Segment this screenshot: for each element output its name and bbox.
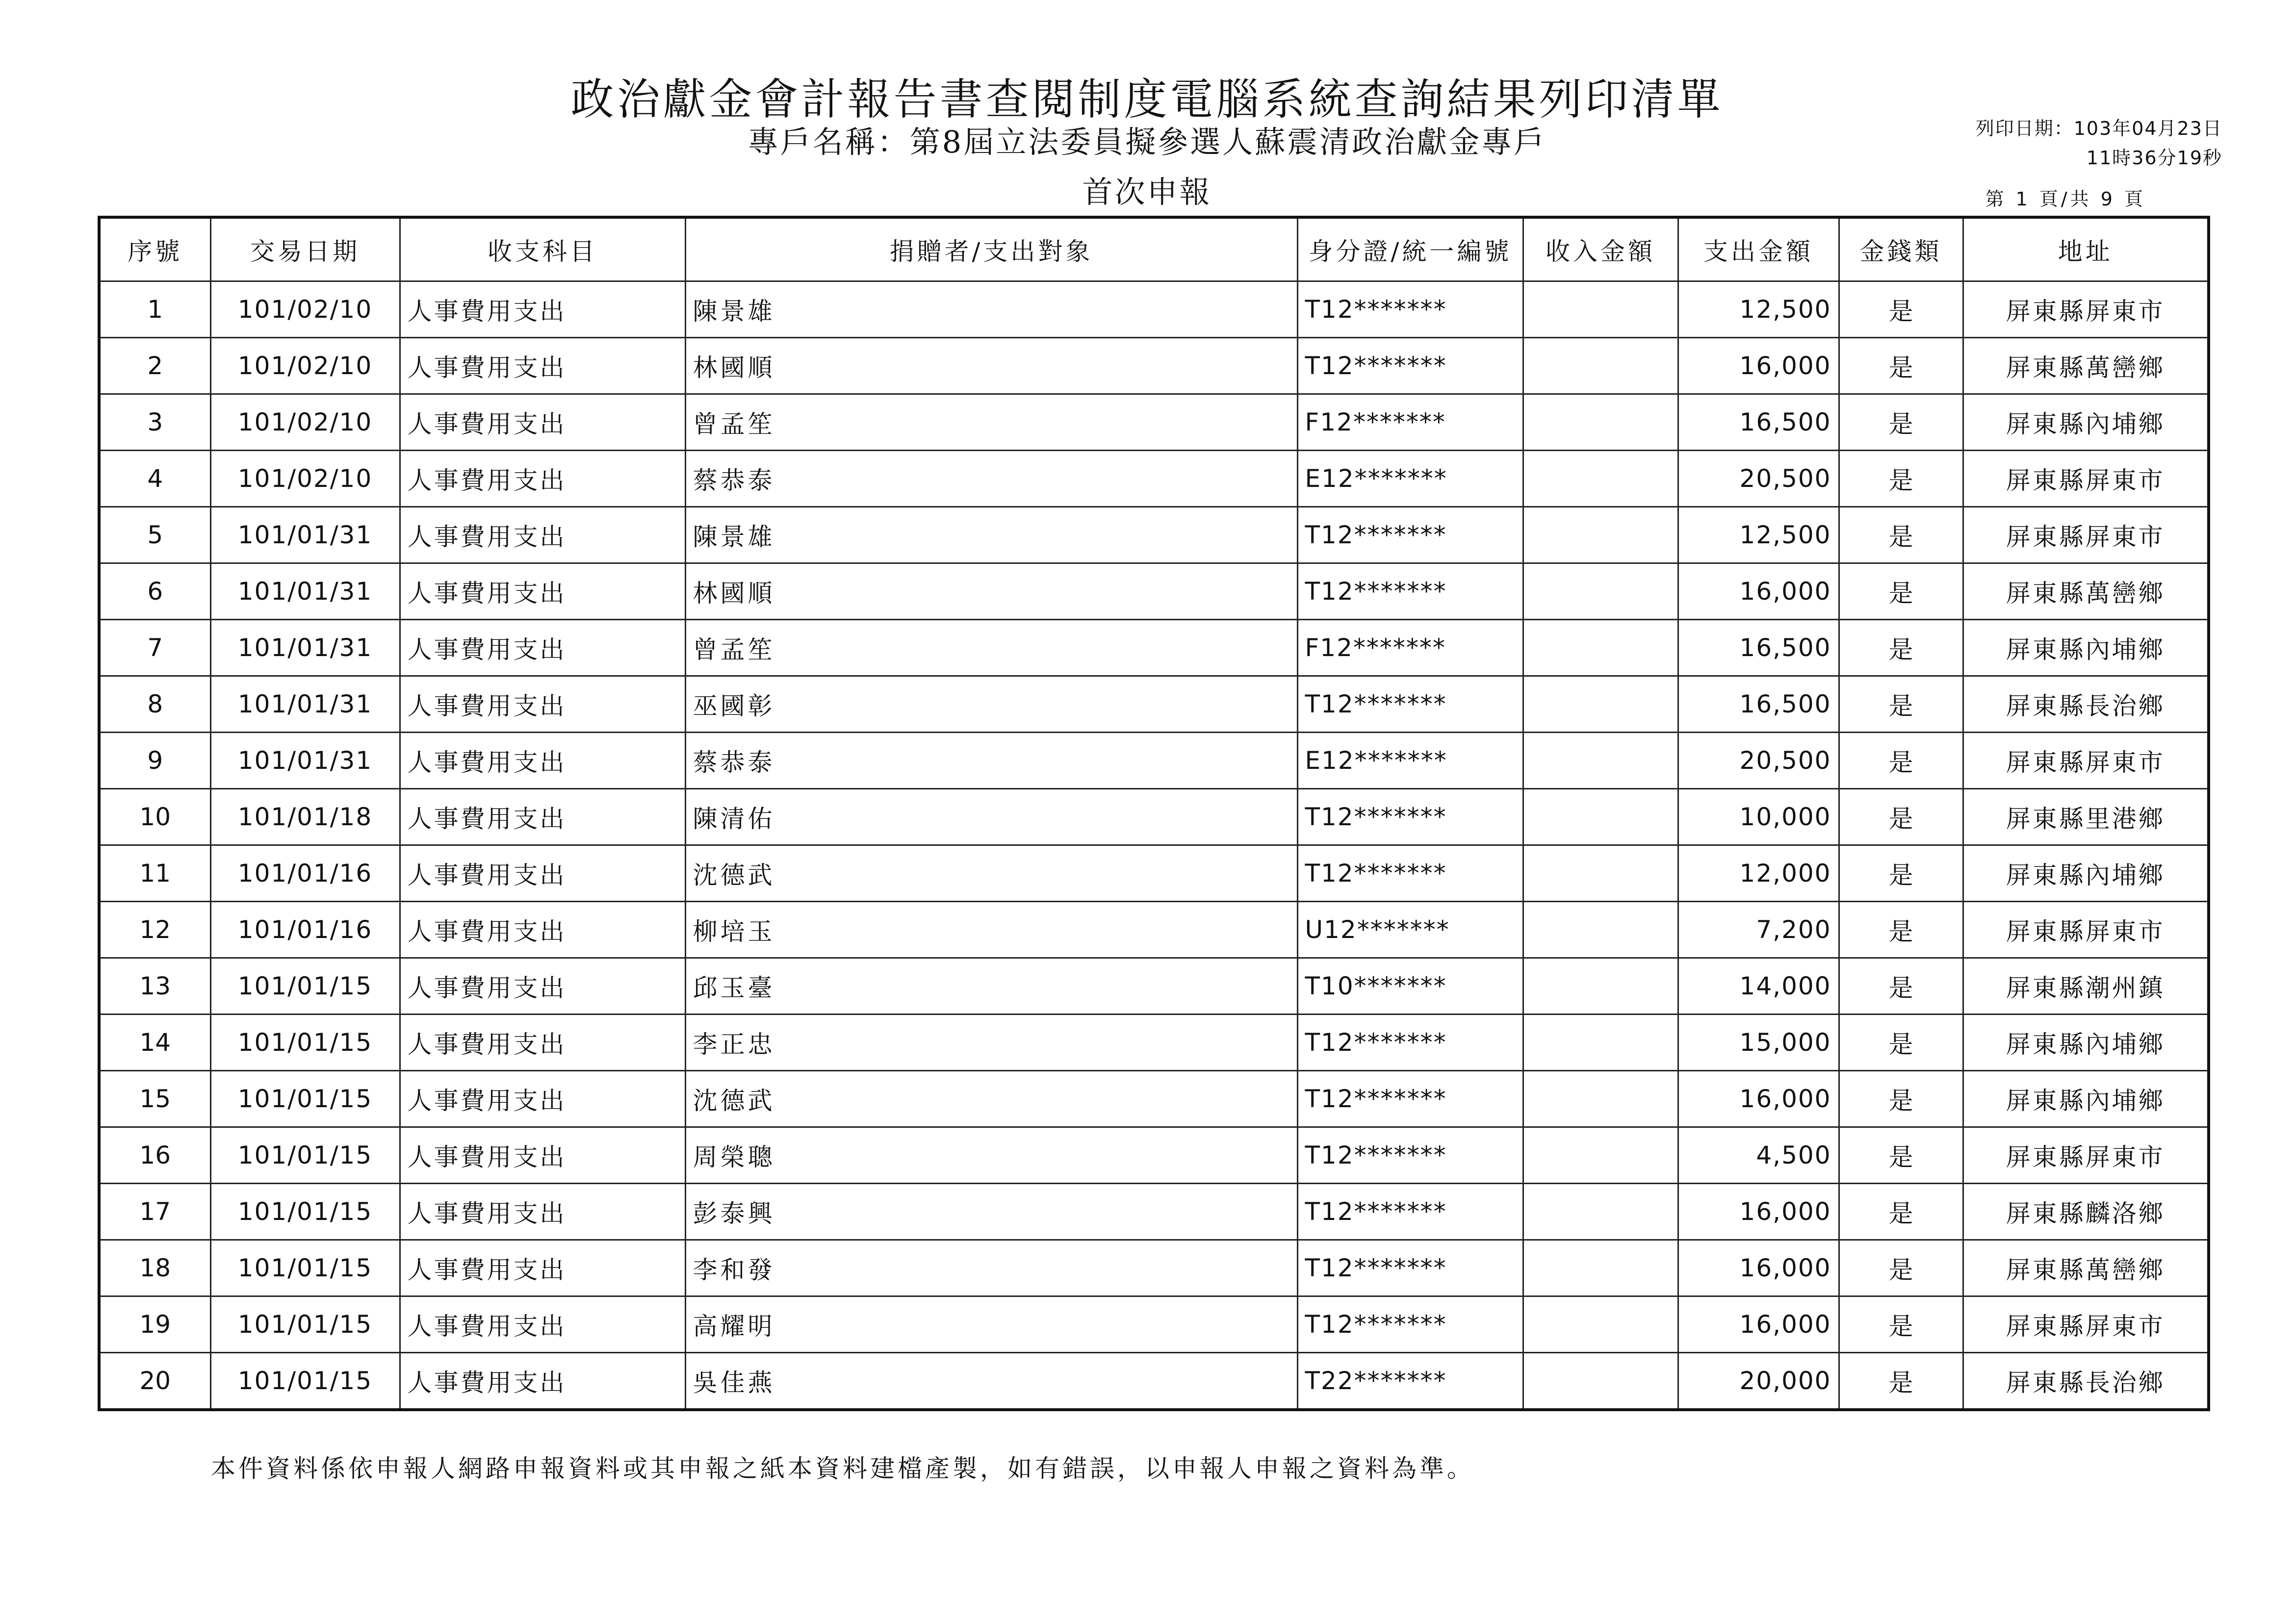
report-type: 首次申報 (1082, 174, 1212, 210)
cell-expense: 10,000 (1678, 789, 1839, 845)
cell-subject: 人事費用支出 (400, 676, 685, 733)
table-row (99, 845, 2209, 902)
cell-id: T12******* (1297, 281, 1523, 338)
cell-address: 屏東縣內埔鄉 (1963, 1071, 2209, 1127)
cell-id: U12******* (1297, 902, 1523, 958)
cell-seq: 13 (99, 958, 210, 1015)
print-time-line-2: 11時36分19秒 (2086, 147, 2222, 169)
cell-id: F12******* (1297, 394, 1523, 451)
cell-cash: 是 (1839, 281, 1963, 338)
cell-donor: 蔡恭泰 (685, 733, 1297, 789)
column-header-date: 交易日期 (210, 217, 400, 281)
cell-date: 101/01/31 (210, 563, 400, 620)
cell-cash: 是 (1839, 789, 1963, 845)
cell-seq: 16 (99, 1127, 210, 1184)
cell-address: 屏東縣長治鄉 (1963, 1353, 2209, 1410)
cell-cash: 是 (1839, 1015, 1963, 1071)
cell-cash: 是 (1839, 845, 1963, 902)
cell-seq: 18 (99, 1240, 210, 1296)
cell-date: 101/01/15 (210, 1127, 400, 1184)
cell-id: T12******* (1297, 789, 1523, 845)
cell-expense: 20,500 (1678, 733, 1839, 789)
table-row (99, 281, 2209, 338)
cell-seq: 1 (99, 281, 210, 338)
cell-date: 101/02/10 (210, 394, 400, 451)
cell-subject: 人事費用支出 (400, 281, 685, 338)
cell-expense: 16,500 (1678, 676, 1839, 733)
cell-address: 屏東縣屏東市 (1963, 1296, 2209, 1353)
cell-donor: 李正忠 (685, 1015, 1297, 1071)
column-header-seq: 序號 (99, 217, 210, 281)
cell-cash: 是 (1839, 676, 1963, 733)
cell-id: T12******* (1297, 338, 1523, 394)
table-row (99, 507, 2209, 563)
cell-cash: 是 (1839, 902, 1963, 958)
cell-subject: 人事費用支出 (400, 1015, 685, 1071)
cell-seq: 2 (99, 338, 210, 394)
cell-expense: 7,200 (1678, 902, 1839, 958)
cell-seq: 4 (99, 451, 210, 507)
document-title: 政治獻金會計報告書查閱制度電腦系統查詢結果列印清單 (570, 74, 1724, 125)
cell-subject: 人事費用支出 (400, 1127, 685, 1184)
cell-expense: 20,000 (1678, 1353, 1839, 1410)
cell-seq: 10 (99, 789, 210, 845)
table-row (99, 451, 2209, 507)
cell-seq: 14 (99, 1015, 210, 1071)
print-date-line-1: 列印日期：103年04月23日 (1975, 118, 2222, 139)
cell-date: 101/02/10 (210, 338, 400, 394)
cell-id: T12******* (1297, 1127, 1523, 1184)
cell-seq: 12 (99, 902, 210, 958)
cell-donor: 沈德武 (685, 1071, 1297, 1127)
cell-date: 101/01/15 (210, 958, 400, 1015)
footer-disclaimer: 本件資料係依申報人網路申報資料或其申報之紙本資料建檔產製，如有錯誤，以申報人申報之資料為準。 (211, 1454, 1474, 1483)
cell-seq: 3 (99, 394, 210, 451)
cell-seq: 5 (99, 507, 210, 563)
table-row (99, 1240, 2209, 1296)
cell-id: T12******* (1297, 1296, 1523, 1353)
cell-address: 屏東縣屏東市 (1963, 902, 2209, 958)
column-header-cash: 金錢類 (1839, 217, 1963, 281)
cell-subject: 人事費用支出 (400, 507, 685, 563)
cell-cash: 是 (1839, 1071, 1963, 1127)
cell-donor: 高耀明 (685, 1296, 1297, 1353)
cell-address: 屏東縣萬巒鄉 (1963, 1240, 2209, 1296)
cell-income (1523, 281, 1678, 338)
cell-id: T12******* (1297, 563, 1523, 620)
cell-seq: 11 (99, 845, 210, 902)
cell-subject: 人事費用支出 (400, 394, 685, 451)
cell-subject: 人事費用支出 (400, 789, 685, 845)
cell-expense: 14,000 (1678, 958, 1839, 1015)
account-name: 專戶名稱：第8屆立法委員擬參選人蘇震清政治獻金專戶 (747, 124, 1547, 160)
cell-date: 101/01/15 (210, 1184, 400, 1240)
cell-income (1523, 1015, 1678, 1071)
cell-cash: 是 (1839, 1296, 1963, 1353)
cell-subject: 人事費用支出 (400, 958, 685, 1015)
cell-cash: 是 (1839, 733, 1963, 789)
cell-cash: 是 (1839, 563, 1963, 620)
cell-seq: 9 (99, 733, 210, 789)
cell-donor: 曾孟笙 (685, 620, 1297, 676)
cell-income (1523, 733, 1678, 789)
table-row (99, 1127, 2209, 1184)
cell-id: T12******* (1297, 676, 1523, 733)
table-row (99, 733, 2209, 789)
cell-address: 屏東縣屏東市 (1963, 281, 2209, 338)
table-row (99, 789, 2209, 845)
cell-address: 屏東縣長治鄉 (1963, 676, 2209, 733)
cell-id: T12******* (1297, 507, 1523, 563)
cell-donor: 巫國彰 (685, 676, 1297, 733)
column-header-donor: 捐贈者/支出對象 (685, 217, 1297, 281)
cell-address: 屏東縣麟洛鄉 (1963, 1184, 2209, 1240)
cell-seq: 19 (99, 1296, 210, 1353)
cell-income (1523, 451, 1678, 507)
cell-id: T10******* (1297, 958, 1523, 1015)
cell-cash: 是 (1839, 507, 1963, 563)
cell-income (1523, 394, 1678, 451)
cell-date: 101/01/16 (210, 845, 400, 902)
cell-cash: 是 (1839, 1240, 1963, 1296)
cell-cash: 是 (1839, 1184, 1963, 1240)
cell-income (1523, 902, 1678, 958)
cell-donor: 邱玉臺 (685, 958, 1297, 1015)
table-row (99, 338, 2209, 394)
cell-seq: 17 (99, 1184, 210, 1240)
cell-address: 屏東縣萬巒鄉 (1963, 563, 2209, 620)
cell-subject: 人事費用支出 (400, 845, 685, 902)
cell-cash: 是 (1839, 338, 1963, 394)
cell-cash: 是 (1839, 620, 1963, 676)
column-header-address: 地址 (1963, 217, 2209, 281)
cell-cash: 是 (1839, 394, 1963, 451)
cell-seq: 7 (99, 620, 210, 676)
cell-expense: 15,000 (1678, 1015, 1839, 1071)
cell-address: 屏東縣萬巒鄉 (1963, 338, 2209, 394)
page-indicator: 第 1 頁/共 9 頁 (1985, 188, 2146, 210)
cell-donor: 吳佳燕 (685, 1353, 1297, 1410)
cell-subject: 人事費用支出 (400, 902, 685, 958)
cell-id: T12******* (1297, 1240, 1523, 1296)
cell-seq: 6 (99, 563, 210, 620)
cell-id: E12******* (1297, 451, 1523, 507)
cell-date: 101/01/18 (210, 789, 400, 845)
column-header-expense: 支出金額 (1678, 217, 1839, 281)
cell-address: 屏東縣內埔鄉 (1963, 1015, 2209, 1071)
cell-donor: 曾孟笙 (685, 394, 1297, 451)
cell-income (1523, 620, 1678, 676)
cell-donor: 陳清佑 (685, 789, 1297, 845)
cell-date: 101/01/31 (210, 733, 400, 789)
cell-id: F12******* (1297, 620, 1523, 676)
cell-subject: 人事費用支出 (400, 1353, 685, 1410)
cell-id: T12******* (1297, 1015, 1523, 1071)
cell-address: 屏東縣內埔鄉 (1963, 845, 2209, 902)
cell-address: 屏東縣屏東市 (1963, 451, 2209, 507)
cell-id: T12******* (1297, 1184, 1523, 1240)
cell-donor: 李和發 (685, 1240, 1297, 1296)
print-date (1976, 114, 2222, 173)
cell-id: T22******* (1297, 1353, 1523, 1410)
cell-id: T12******* (1297, 1071, 1523, 1127)
table-row (99, 1015, 2209, 1071)
cell-donor: 柳培玉 (685, 902, 1297, 958)
cell-cash: 是 (1839, 1127, 1963, 1184)
table-row (99, 902, 2209, 958)
table-row (99, 958, 2209, 1015)
cell-address: 屏東縣潮州鎮 (1963, 958, 2209, 1015)
cell-date: 101/01/31 (210, 676, 400, 733)
table-row (99, 1296, 2209, 1353)
cell-income (1523, 789, 1678, 845)
cell-subject: 人事費用支出 (400, 1240, 685, 1296)
cell-expense: 12,500 (1678, 281, 1839, 338)
cell-date: 101/01/15 (210, 1353, 400, 1410)
cell-expense: 16,000 (1678, 1184, 1839, 1240)
cell-subject: 人事費用支出 (400, 1071, 685, 1127)
cell-seq: 8 (99, 676, 210, 733)
cell-income (1523, 507, 1678, 563)
cell-expense: 16,000 (1678, 1071, 1839, 1127)
cell-donor: 蔡恭泰 (685, 451, 1297, 507)
cell-income (1523, 563, 1678, 620)
cell-expense: 12,500 (1678, 507, 1839, 563)
table-row (99, 676, 2209, 733)
cell-date: 101/01/31 (210, 507, 400, 563)
cell-cash: 是 (1839, 958, 1963, 1015)
cell-donor: 林國順 (685, 563, 1297, 620)
cell-cash: 是 (1839, 451, 1963, 507)
cell-subject: 人事費用支出 (400, 620, 685, 676)
cell-donor: 彭泰興 (685, 1184, 1297, 1240)
cell-expense: 16,000 (1678, 1240, 1839, 1296)
cell-expense: 16,000 (1678, 338, 1839, 394)
cell-subject: 人事費用支出 (400, 1184, 685, 1240)
cell-income (1523, 1353, 1678, 1410)
table-row (99, 1353, 2209, 1410)
cell-address: 屏東縣屏東市 (1963, 1127, 2209, 1184)
cell-income (1523, 1296, 1678, 1353)
column-header-id: 身分證/統一編號 (1297, 217, 1523, 281)
cell-expense: 16,000 (1678, 563, 1839, 620)
cell-income (1523, 958, 1678, 1015)
column-header-subject: 收支科目 (400, 217, 685, 281)
cell-id: E12******* (1297, 733, 1523, 789)
cell-address: 屏東縣屏東市 (1963, 733, 2209, 789)
cell-date: 101/01/15 (210, 1296, 400, 1353)
cell-date: 101/02/10 (210, 281, 400, 338)
cell-subject: 人事費用支出 (400, 338, 685, 394)
table-row (99, 394, 2209, 451)
cell-subject: 人事費用支出 (400, 451, 685, 507)
cell-cash: 是 (1839, 1353, 1963, 1410)
cell-expense: 16,000 (1678, 1296, 1839, 1353)
cell-donor: 周榮聰 (685, 1127, 1297, 1184)
cell-date: 101/02/10 (210, 451, 400, 507)
cell-date: 101/01/15 (210, 1015, 400, 1071)
cell-seq: 20 (99, 1353, 210, 1410)
cell-income (1523, 1127, 1678, 1184)
cell-date: 101/01/15 (210, 1240, 400, 1296)
cell-expense: 12,000 (1678, 845, 1839, 902)
cell-subject: 人事費用支出 (400, 563, 685, 620)
cell-subject: 人事費用支出 (400, 733, 685, 789)
cell-address: 屏東縣內埔鄉 (1963, 394, 2209, 451)
table-header-row (99, 217, 2209, 281)
cell-income (1523, 676, 1678, 733)
cell-expense: 16,500 (1678, 620, 1839, 676)
cell-income (1523, 1184, 1678, 1240)
cell-donor: 陳景雄 (685, 507, 1297, 563)
cell-address: 屏東縣內埔鄉 (1963, 620, 2209, 676)
table-body (99, 281, 2209, 1410)
table-row (99, 1071, 2209, 1127)
cell-donor: 陳景雄 (685, 281, 1297, 338)
cell-expense: 4,500 (1678, 1127, 1839, 1184)
cell-seq: 15 (99, 1071, 210, 1127)
cell-income (1523, 845, 1678, 902)
cell-id: T12******* (1297, 845, 1523, 902)
cell-income (1523, 338, 1678, 394)
column-header-income: 收入金額 (1523, 217, 1678, 281)
table-row (99, 563, 2209, 620)
ledger-table (98, 216, 2210, 1411)
cell-income (1523, 1240, 1678, 1296)
cell-date: 101/01/15 (210, 1071, 400, 1127)
cell-donor: 林國順 (685, 338, 1297, 394)
cell-expense: 16,500 (1678, 394, 1839, 451)
cell-donor: 沈德武 (685, 845, 1297, 902)
table-row (99, 1184, 2209, 1240)
cell-subject: 人事費用支出 (400, 1296, 685, 1353)
cell-address: 屏東縣里港鄉 (1963, 789, 2209, 845)
cell-date: 101/01/31 (210, 620, 400, 676)
cell-address: 屏東縣屏東市 (1963, 507, 2209, 563)
cell-expense: 20,500 (1678, 451, 1839, 507)
cell-income (1523, 1071, 1678, 1127)
table-row (99, 620, 2209, 676)
cell-date: 101/01/16 (210, 902, 400, 958)
